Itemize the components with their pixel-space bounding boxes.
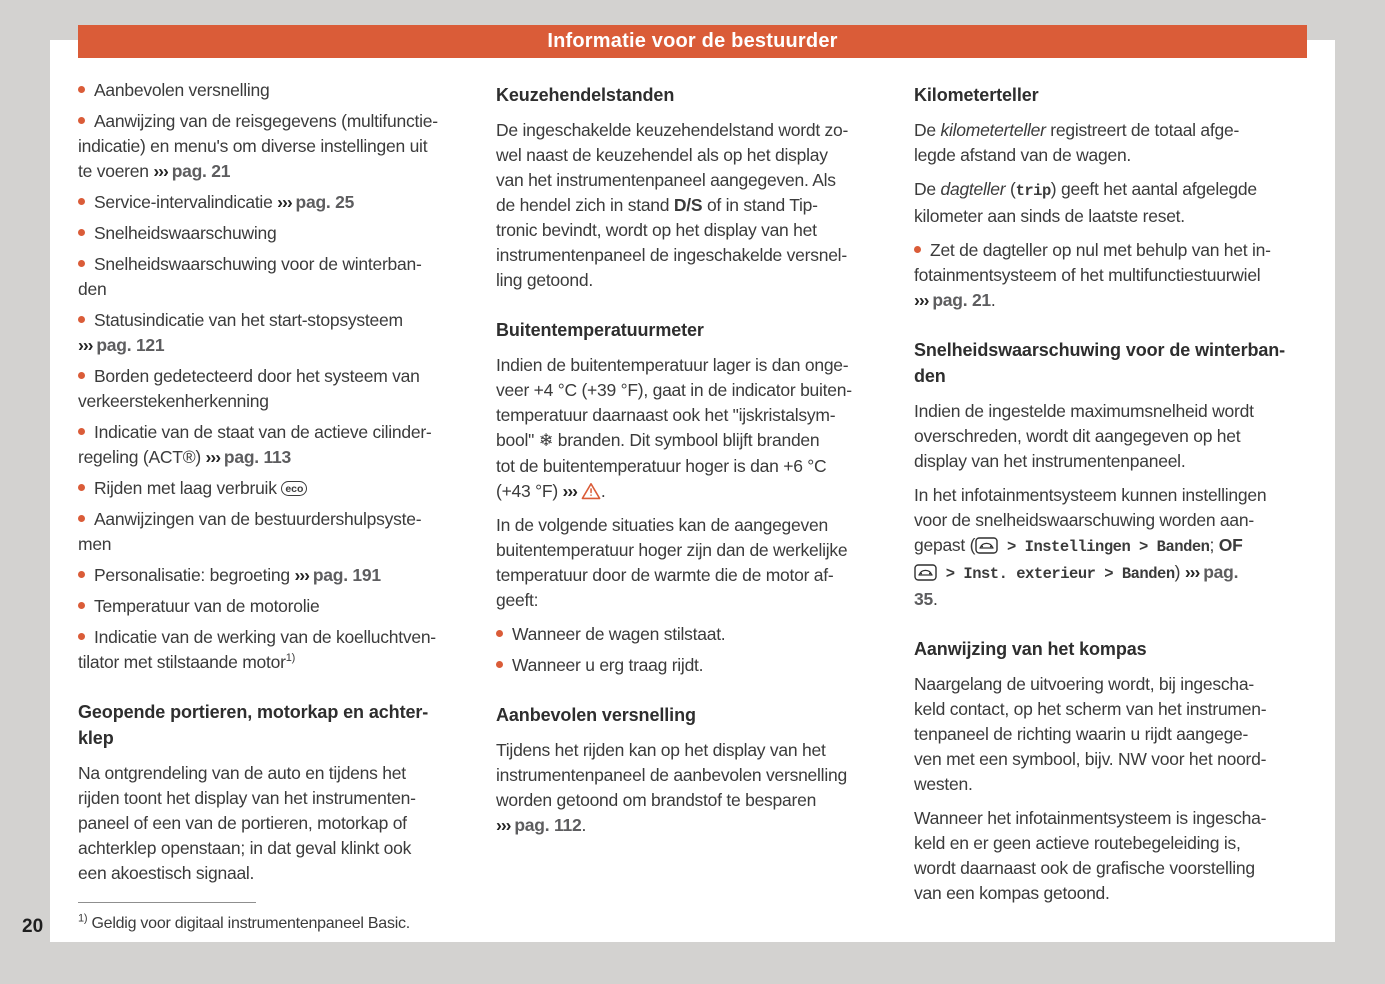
text-segment: Rijden met laag verbruik — [94, 478, 282, 498]
bullet-icon — [78, 571, 85, 578]
text-segment: Snelheidswaarschuwing — [94, 223, 277, 243]
text-segment: De — [914, 120, 941, 140]
page-header — [78, 25, 1307, 58]
bullet-icon — [78, 372, 85, 379]
text-segment: Tijdens het rijden kan op het display van het instrumentenpaneel de aanbevolen versnelling worden getoond om brandstof te besparen — [496, 740, 847, 810]
section-heading — [496, 317, 889, 343]
bullet-icon — [78, 229, 85, 236]
text-segment: Statusindicatie van het start-stopsysteem — [94, 310, 403, 330]
page-reference: ››› — [294, 565, 313, 585]
text-segment: De — [914, 179, 941, 199]
text-segment: In de volgende situaties kan de aangegeven buitentemperatuur hoger zijn dan de werkelijke temperatuur door de warmte die de motor af- geeft: — [496, 515, 848, 610]
text-segment: Zet de dagteller op nul met behulp van het in- fotainmentsysteem of het multifunctiestuurwiel — [914, 240, 1271, 285]
list-item — [78, 507, 471, 557]
text-segment: > Instellingen > Banden — [998, 538, 1210, 556]
bullet-icon — [78, 316, 85, 323]
text-segment: Keuzehendelstanden — [496, 85, 675, 105]
text-segment: Aanwijzing van het kompas — [914, 639, 1147, 659]
page-reference: ››› — [496, 815, 515, 835]
text-segment: Na ontgrendeling van de auto en tijdens het rijden toont het display van het instrumenten- paneel of een van de portieren, motorkap of achterklep openstaan; in dat geval klinkt ook een akoestisch signaal. — [78, 763, 416, 883]
section-heading — [496, 82, 889, 108]
text-segment: trip — [1015, 182, 1051, 200]
paragraph — [914, 483, 1307, 612]
paragraph — [496, 118, 889, 293]
list-item — [78, 221, 471, 246]
list-item — [496, 622, 889, 647]
page-number: 20 — [22, 916, 44, 937]
bullet-icon — [78, 633, 85, 640]
page-reference: ››› — [153, 161, 172, 181]
section-heading — [914, 337, 1307, 389]
page-reference: pag. 35 — [914, 562, 1239, 609]
text-segment: ) — [1174, 562, 1185, 582]
page-reference: ››› — [1184, 562, 1204, 582]
list-item — [78, 420, 471, 470]
text-segment: Aanwijzingen van de bestuurdershulpsyste- men — [78, 509, 422, 554]
text-segment: . — [581, 815, 587, 835]
page-reference: pag. 191 — [312, 565, 381, 585]
text-segment: . — [990, 290, 996, 310]
text-segment: OF — [1218, 535, 1243, 555]
bullet-icon — [496, 661, 503, 668]
text-segment: kilometerteller — [940, 120, 1046, 140]
text-segment: 1) — [285, 652, 295, 665]
page-reference: pag. 121 — [96, 335, 165, 355]
section-heading — [914, 82, 1307, 108]
bullet-icon — [78, 484, 85, 491]
text-segment: Wanneer u erg traag rijdt. — [512, 655, 704, 675]
list-item — [78, 563, 471, 588]
text-segment: Wanneer het infotainmentsysteem is ingescha- keld en er geen actieve routebegeleiding is, wordt daarnaast ook de grafische voorstelling van een kompas getoond. — [914, 808, 1267, 903]
text-segment: Indien de ingestelde maximumsnelheid wordt overschreden, wordt dit aangegeven op het display van het instrumentenpaneel. — [914, 401, 1254, 471]
bullet-icon — [914, 246, 921, 253]
page-reference: ››› — [914, 290, 933, 310]
eco-icon: eco — [281, 476, 307, 501]
snowflake-icon: ❄ — [538, 431, 554, 451]
bullet-icon — [78, 260, 85, 267]
text-segment: branden. Dit symbool blijft branden tot de buitentemperatuur hoger is dan +6 °C (+43 °F) — [496, 430, 827, 501]
car-menu-icon — [914, 560, 937, 585]
list-item — [78, 364, 471, 414]
list-item — [78, 308, 471, 358]
column-3 — [914, 78, 1307, 935]
paragraph — [914, 672, 1307, 797]
text-segment: Personalisatie: begroeting — [94, 565, 295, 585]
paragraph — [496, 353, 889, 504]
text-segment: In het infotainmentsysteem kunnen instellingen voor de snelheidswaarschuwing worden aan- gepast ( — [914, 485, 1267, 555]
text-segment: Indicatie van de werking van de koelluchtven- tilator met stilstaande motor — [78, 627, 436, 672]
paragraph — [914, 177, 1307, 229]
bullet-icon — [78, 428, 85, 435]
bullet-icon — [78, 602, 85, 609]
car-menu-icon — [975, 533, 998, 558]
text-segment: Indien de buitentemperatuur lager is dan onge- veer +4 °C (+39 °F), gaat in de indicator buiten- temperatuur daarnaast ook het "ijskristalsym- bool" — [496, 355, 852, 450]
footnote-divider — [78, 902, 256, 903]
bullet-icon — [78, 117, 85, 124]
section-heading — [496, 702, 889, 728]
text-segment: ) geeft het aantal afgelegde kilometer aan sinds de laatste reset. — [914, 179, 1257, 226]
section-heading — [914, 636, 1307, 662]
paragraph — [496, 738, 889, 838]
text-segment: Naargelang de uitvoering wordt, bij ingescha- keld contact, op het scherm van het instrumen- tenpaneel de richting waarin u rijdt aangege- ven met een symbool, bijv. NW voor het noord- westen. — [914, 674, 1267, 794]
bullet-icon — [78, 86, 85, 93]
text-segment: Indicatie van de staat van de actieve cilinder- regeling (ACT®) — [78, 422, 432, 467]
text-segment: Buitentemperatuurmeter — [496, 320, 704, 340]
page-reference: ››› — [277, 192, 296, 212]
text-segment: > Inst. exterieur > Banden — [937, 565, 1175, 583]
text-segment: . — [600, 481, 606, 501]
text-segment: Aanbevolen versnelling — [94, 80, 270, 100]
paragraph — [914, 118, 1307, 168]
text-segment: Aanbevolen versnelling — [496, 705, 696, 725]
text-segment: Geopende portieren, motorkap en achter- klep — [78, 702, 429, 748]
bullet-icon — [78, 515, 85, 522]
list-item — [78, 594, 471, 619]
column-1 — [78, 78, 471, 935]
text-segment: Temperatuur van de motorolie — [94, 596, 320, 616]
paragraph — [78, 761, 471, 886]
list-item — [914, 238, 1307, 313]
text-segment: Geldig voor digitaal instrumentenpaneel Basic. — [87, 915, 410, 932]
page-reference: pag. 112 — [514, 815, 582, 835]
list-item — [78, 190, 471, 215]
paragraph — [914, 399, 1307, 474]
warning-icon — [581, 479, 601, 504]
text-segment: Service-intervalindicatie — [94, 192, 278, 212]
page-reference: pag. 21 — [932, 290, 991, 310]
text-segment: ; — [1209, 535, 1219, 555]
paragraph — [496, 513, 889, 613]
text-segment: registreert de totaal afge- legde afstand van de wagen. — [914, 120, 1240, 165]
list-item — [78, 252, 471, 302]
text-segment: Kilometerteller — [914, 85, 1039, 105]
text-segment: Aanwijzing van de reisgegevens (multifunctie- indicatie) en menu's om diverse instellingen uit te voeren — [78, 111, 438, 181]
list-item — [78, 625, 471, 675]
page-reference: pag. 113 — [223, 447, 291, 467]
page-reference: pag. 25 — [295, 192, 355, 212]
text-segment: Snelheidswaarschuwing voor de winterban- den — [78, 254, 422, 299]
content-columns — [78, 78, 1307, 935]
page-reference: ››› — [78, 335, 97, 355]
bullet-icon — [496, 630, 503, 637]
text-segment: dagteller — [940, 179, 1006, 199]
list-item — [496, 653, 889, 678]
text-segment: of in stand Tip- tronic bevindt, wordt op het display van het instrumentenpaneel de ingeschakelde versnel- ling getoond. — [496, 195, 847, 290]
text-segment: ( — [1005, 179, 1016, 199]
list-item — [78, 476, 471, 501]
text-segment: Borden gedetecteerd door het systeem van verkeerstekenherkenning — [78, 366, 420, 411]
page-reference: ››› — [562, 481, 581, 501]
text-segment: D/S — [673, 195, 703, 215]
text-segment: Wanneer de wagen stilstaat. — [512, 624, 726, 644]
text-segment: De ingeschakelde keuzehendelstand wordt zo- wel naast de keuzehendel als op het display van het instrumentenpaneel aangegeven. Als de hendel zich in stand — [496, 120, 849, 215]
page-title: Informatie voor de bestuurder — [547, 30, 838, 52]
page-reference: pag. 21 — [171, 161, 231, 181]
text-segment: . — [932, 589, 938, 609]
footnote — [78, 913, 471, 935]
text-segment: Snelheidswaarschuwing voor de winterban- den — [914, 340, 1286, 386]
bullet-icon — [78, 198, 85, 205]
text-segment: 1) — [78, 912, 88, 925]
list-item — [78, 78, 471, 103]
list-item — [78, 109, 471, 184]
section-heading — [78, 699, 471, 751]
page-reference: ››› — [205, 447, 224, 467]
paragraph — [914, 806, 1307, 906]
column-2 — [496, 78, 889, 935]
